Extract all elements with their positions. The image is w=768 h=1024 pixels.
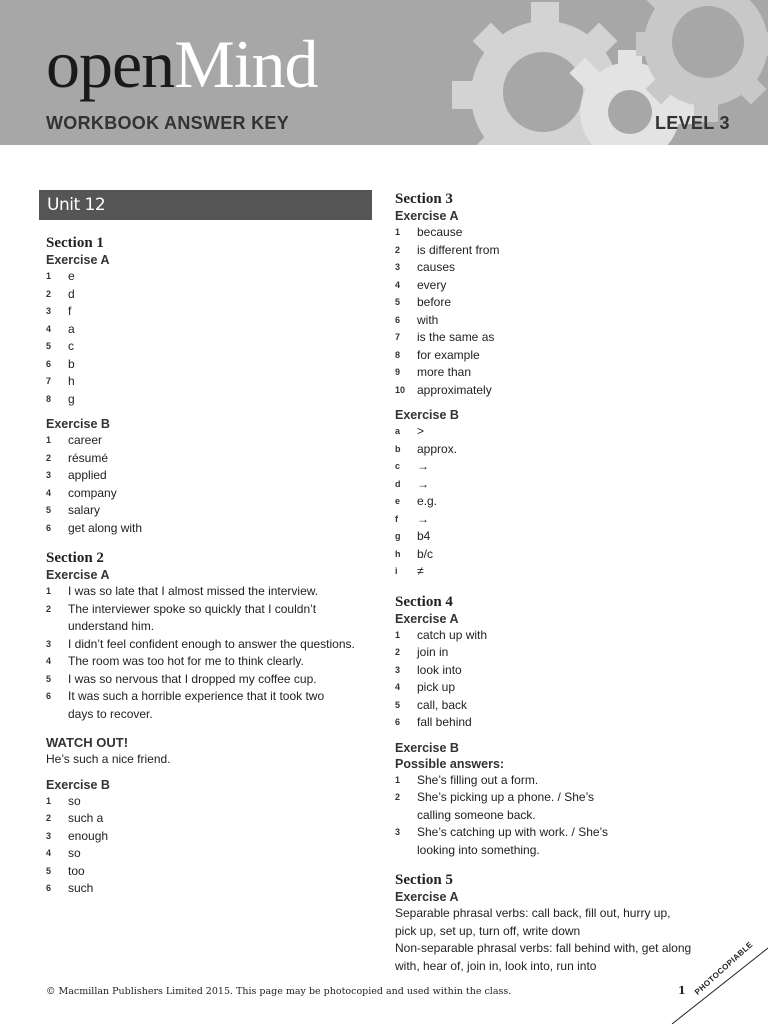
list-item: 7 is the same as xyxy=(395,330,495,344)
list-item: 3 look into xyxy=(395,662,462,677)
list-item: 4 so xyxy=(46,846,81,860)
s1-exercise-a-list xyxy=(46,268,379,408)
list-item: 1 catch up with xyxy=(395,627,488,642)
list-item: 8 for example xyxy=(395,347,480,362)
s2-exercise-a-list xyxy=(46,583,376,723)
section-5-title: Section 5 xyxy=(395,872,453,888)
s3-exercise-a-list xyxy=(395,224,715,399)
section-4-title: Section 4 xyxy=(395,593,453,610)
list-item: 2 such a xyxy=(46,811,104,825)
s1-exercise-b-title: Exercise B xyxy=(46,417,110,431)
list-item: a > xyxy=(395,424,425,438)
list-item: g b4 xyxy=(395,529,431,543)
s5-non-separable-text: Non-separable phrasal verbs: fall behind with, get along with, hear of, join in, look into, run into xyxy=(395,941,692,973)
list-item: 5 too xyxy=(46,863,85,878)
list-item: 5 before xyxy=(395,295,452,309)
s2-exercise-b-list xyxy=(46,793,379,898)
s3-exercise-b-title: Exercise B xyxy=(395,408,459,422)
watch-out-text: He’s such a nice friend. xyxy=(46,752,171,766)
list-item: 4 company xyxy=(46,485,117,500)
list-item: 4 a xyxy=(46,321,75,336)
list-item: 2 The interviewer spoke so quickly that I couldn’t understand him. xyxy=(46,601,317,633)
list-item: 5 call, back xyxy=(395,697,468,712)
list-item: 1 e xyxy=(46,269,75,283)
list-item: 5 c xyxy=(46,339,74,353)
list-item: 1 She’s filling out a form. xyxy=(395,772,539,787)
copyright-footer: © Macmillan Publishers Limited 2015. This page may be photocopied and used within the class. xyxy=(46,986,512,997)
list-item: 6 get along with xyxy=(46,520,143,535)
list-item: 2 d xyxy=(46,286,75,301)
photocopiable-label: PHOTOCOPIABLE xyxy=(693,939,755,997)
left-column xyxy=(39,190,379,898)
unit-title-bar: Unit 12 xyxy=(39,190,372,220)
list-item: b approx. xyxy=(395,441,458,456)
list-item: 6 with xyxy=(395,312,439,327)
page-number: 1 xyxy=(678,984,686,997)
list-item: 1 so xyxy=(46,793,81,808)
list-item: f → xyxy=(395,511,429,526)
list-item: e e.g. xyxy=(395,494,438,508)
list-item: 8 g xyxy=(46,391,75,406)
list-item: 3 applied xyxy=(46,468,107,482)
list-item: h b/c xyxy=(395,546,434,561)
list-item: 6 such xyxy=(46,881,94,895)
s4-exercise-b-subtitle: Possible answers: xyxy=(395,756,505,771)
s4-exercise-b-title: Exercise B xyxy=(395,740,459,755)
list-item: 9 more than xyxy=(395,365,472,379)
list-item: 4 pick up xyxy=(395,680,456,694)
list-item: 6 b xyxy=(46,356,75,371)
list-item: 6 It was such a horrible experience that it took two days to recover. xyxy=(46,689,325,721)
s4-exercise-b-list xyxy=(395,772,610,860)
logo-mind: Mind xyxy=(174,26,318,102)
list-item: 4 every xyxy=(395,277,447,292)
list-item: 5 I was so nervous that I dropped my coffee cup. xyxy=(46,671,317,686)
s4-exercise-a-list xyxy=(395,627,715,732)
s5-exercise-a-title: Exercise A xyxy=(395,890,459,904)
s2-exercise-b-title: Exercise B xyxy=(46,777,110,792)
s5-separable-text: Separable phrasal verbs: call back, fill out, hurry up, pick up, set up, turn off, write down xyxy=(395,906,671,938)
brand-logo xyxy=(46,26,318,102)
list-item: 7 h xyxy=(46,374,75,388)
s1-exercise-a-title: Exercise A xyxy=(46,253,110,267)
s2-exercise-a-title: Exercise A xyxy=(46,568,110,582)
list-item: 1 I was so late that I almost missed the interview. xyxy=(46,584,319,598)
list-item: 10 approximately xyxy=(395,382,492,397)
list-item: 6 fall behind xyxy=(395,715,472,729)
list-item: 2 join in xyxy=(395,645,449,659)
list-item: 2 résumé xyxy=(46,450,109,465)
s4-exercise-a-title: Exercise A xyxy=(395,611,459,626)
page-header xyxy=(0,0,768,145)
document-subtitle: WORKBOOK ANSWER KEY xyxy=(46,113,290,133)
list-item: 3 f xyxy=(46,304,72,318)
s3-exercise-a-title: Exercise A xyxy=(395,209,459,223)
section-1-title: Section 1 xyxy=(46,235,104,251)
list-item: 4 The room was too hot for me to think clearly. xyxy=(46,654,304,668)
list-item: d → xyxy=(395,476,429,491)
right-column xyxy=(395,190,715,975)
list-item: 1 career xyxy=(46,433,103,447)
logo-open: open xyxy=(46,26,175,102)
s3-exercise-b-list xyxy=(395,423,715,581)
list-item: i ≠ xyxy=(395,564,424,578)
list-item: 1 because xyxy=(395,225,463,239)
list-item: 3 enough xyxy=(46,828,109,843)
section-3-title: Section 3 xyxy=(395,191,453,207)
s1-exercise-b-list xyxy=(46,432,379,537)
list-item: 3 She’s catching up with work. / She’s looking into something. xyxy=(395,825,608,857)
photocopiable-corner-icon xyxy=(660,944,768,1024)
section-2-title: Section 2 xyxy=(46,550,104,566)
list-item: 3 I didn’t feel confident enough to answer the questions. xyxy=(46,636,355,651)
level-label: LEVEL 3 xyxy=(655,113,730,133)
list-item: 2 is different from xyxy=(395,242,500,257)
list-item: c → xyxy=(395,459,429,473)
list-item: 2 She’s picking up a phone. / She’s calling someone back. xyxy=(395,790,595,822)
watch-out-title: WATCH OUT! xyxy=(46,735,129,750)
list-item: 5 salary xyxy=(46,503,101,517)
list-item: 3 causes xyxy=(395,260,456,274)
